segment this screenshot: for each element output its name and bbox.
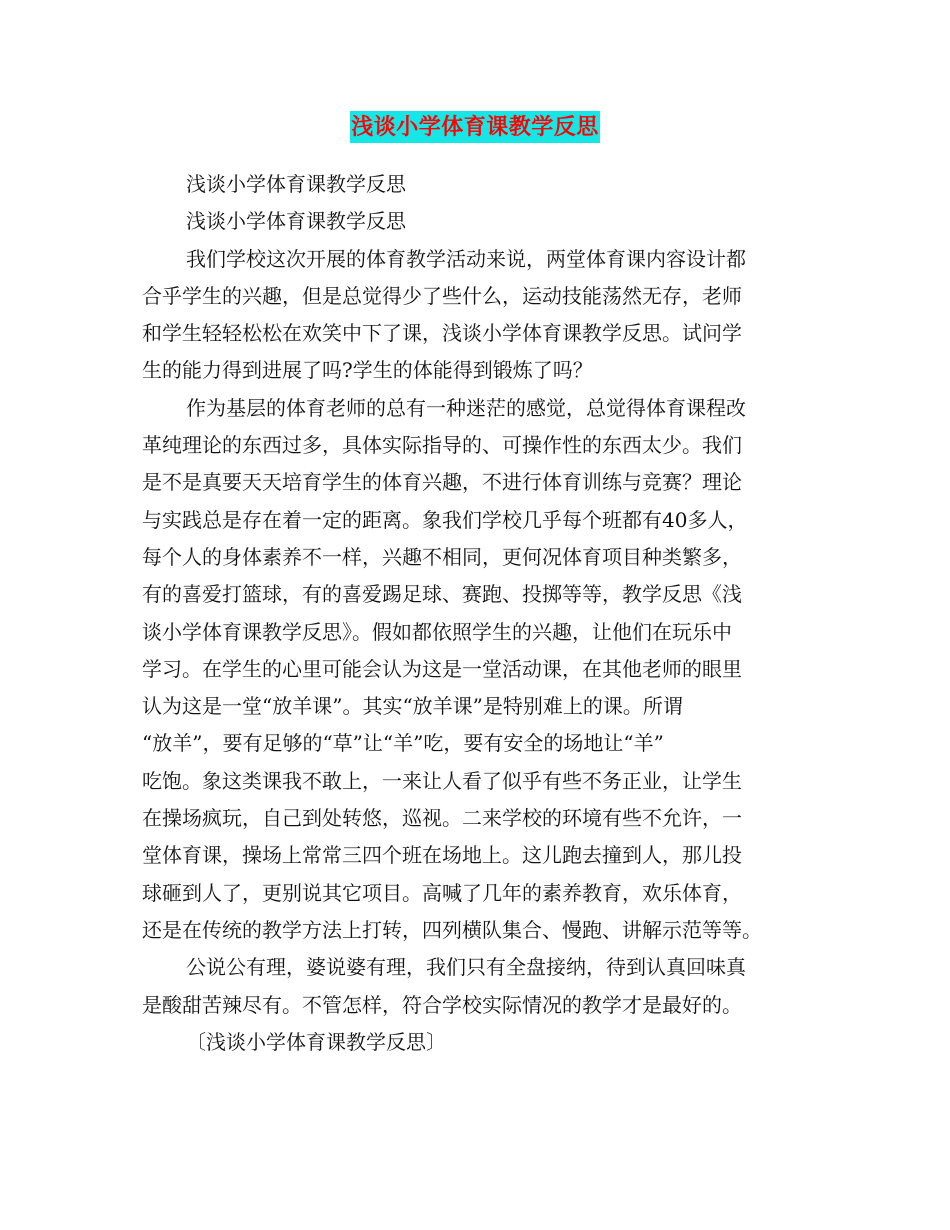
paragraph-line: 有的喜爱打篮球，有的喜爱踢足球、赛跑、投掷等等，教学反思《浅 (142, 582, 742, 607)
paragraph-line: 在操场疯玩，自己到处转悠，巡视。二来学校的环境有些不允许，一 (142, 806, 742, 831)
paragraph-line: 认为这是一堂“放羊课”。其实“放羊课”是特别难上的课。所谓 (142, 694, 683, 719)
paragraph-line: 每个人的身体素养不一样，兴趣不相同，更何况体育项目种类繁多， (142, 544, 742, 569)
paragraph-line: 作为基层的体育老师的总有一种迷茫的感觉，总觉得体育课程改 (186, 395, 746, 420)
paragraph-line: 谈小学体育课教学反思》。假如都依照学生的兴趣，让他们在玩乐中 (142, 619, 732, 644)
paragraph-line: 是酸甜苦辣尽有。不管怎样，符合学校实际情况的教学才是最好的。 (142, 992, 742, 1017)
paragraph-line: 吃饱。象这类课我不敢上，一来让人看了似乎有些不务正业，让学生 (142, 768, 742, 793)
paragraph-line: 球砸到人了，更别说其它项目。高喊了几年的素养教育，欢乐体育， (142, 880, 742, 905)
document-title: 浅谈小学体育课教学反思 (350, 111, 600, 143)
paragraph-line: 革纯理论的东西过多，具体实际指导的、可操作性的东西太少。我们 (142, 433, 742, 458)
paragraph-line: 和学生轻轻松松在欢笑中下了课，浅谈小学体育课教学反思。试问学 (142, 321, 742, 346)
paragraph-line: 是不是真要天天培育学生的体育兴趣，不进行体育训练与竞赛？理论 (142, 470, 742, 495)
document-body (142, 166, 806, 1061)
paragraph-line: 公说公有理，婆说婆有理，我们只有全盘接纳，待到认真回味真 (186, 955, 746, 980)
paragraph-line: 生的能力得到进展了吗?学生的体能得到锻炼了吗？ (142, 358, 593, 383)
paragraph-line: 与实践总是存在着一定的距离。象我们学校几乎每个班都有40多人， (142, 507, 748, 532)
paragraph-line: 还是在传统的教学方法上打转，四列横队集合、慢跑、讲解示范等等。 (142, 917, 762, 942)
paragraph-line: 合乎学生的兴趣，但是总觉得少了些什么，运动技能荡然无存，老师 (142, 283, 742, 308)
paragraph-line: “放羊”，要有足够的“草”让“羊”吃，要有安全的场地让“羊” (142, 731, 664, 756)
subtitle-line: 浅谈小学体育课教学反思 (186, 209, 406, 234)
paragraph-line: 堂体育课，操场上常常三四个班在场地上。这儿跑去撞到人，那儿投 (142, 843, 742, 868)
closing-line: 〔浅谈小学体育课教学反思〕 (186, 1029, 446, 1054)
title-container (0, 111, 950, 143)
paragraph-line: 学习。在学生的心里可能会认为这是一堂活动课，在其他老师的眼里 (142, 656, 742, 681)
paragraph-line: 我们学校这次开展的体育教学活动来说，两堂体育课内容设计都 (186, 246, 746, 271)
subtitle-line: 浅谈小学体育课教学反思 (186, 172, 406, 196)
